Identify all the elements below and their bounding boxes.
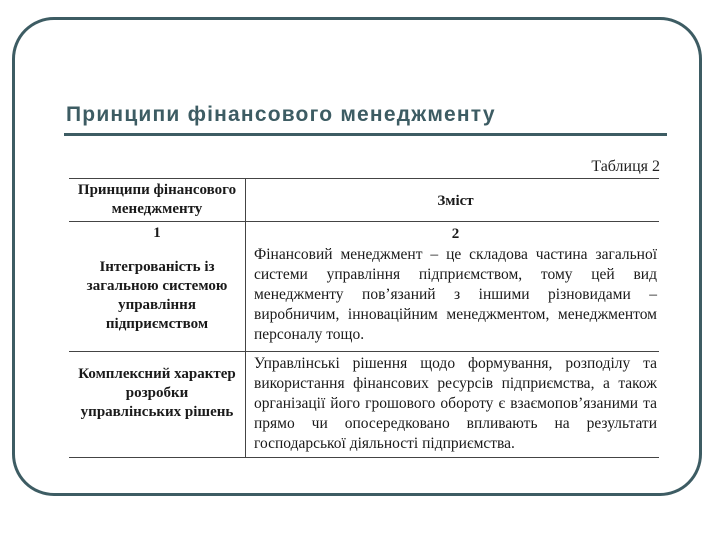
row-2-content: Управлінські рішення щодо формування, розподілу та використання фінансових ресурсів підприємства, а також організації його грошового обороту є взаємопов’язаними та прямо чи опосередковано впливають на результати господарської діяльності підприємства. (254, 355, 657, 452)
slide-title: Принципи фінансового менеджменту (66, 103, 496, 126)
column-number-2: 2 (451, 226, 460, 242)
row-divider (69, 351, 659, 352)
row-2-principle: Комплексний характер розробки управлінських рішень (78, 366, 236, 420)
column-number-1: 1 (153, 225, 161, 241)
header-divider (69, 221, 659, 222)
title-divider (64, 133, 667, 136)
principles-table (69, 178, 659, 458)
header-principles: Принципи фінансового менеджменту (77, 182, 237, 217)
row-1-content: Фінансовий менеджмент – це складова частина загальної системи управління підприємством, тому цей вид менеджменту пов’язаний з іншими різновидами – виробничим, інноваційним менеджментом, менеджментом персоналу тощо. (254, 246, 657, 343)
header-content: Зміст (437, 193, 474, 209)
table-caption: Таблиця 2 (591, 158, 660, 175)
row-1-principle: Інтегрованість із загальною системою управління підприємством (86, 259, 228, 332)
